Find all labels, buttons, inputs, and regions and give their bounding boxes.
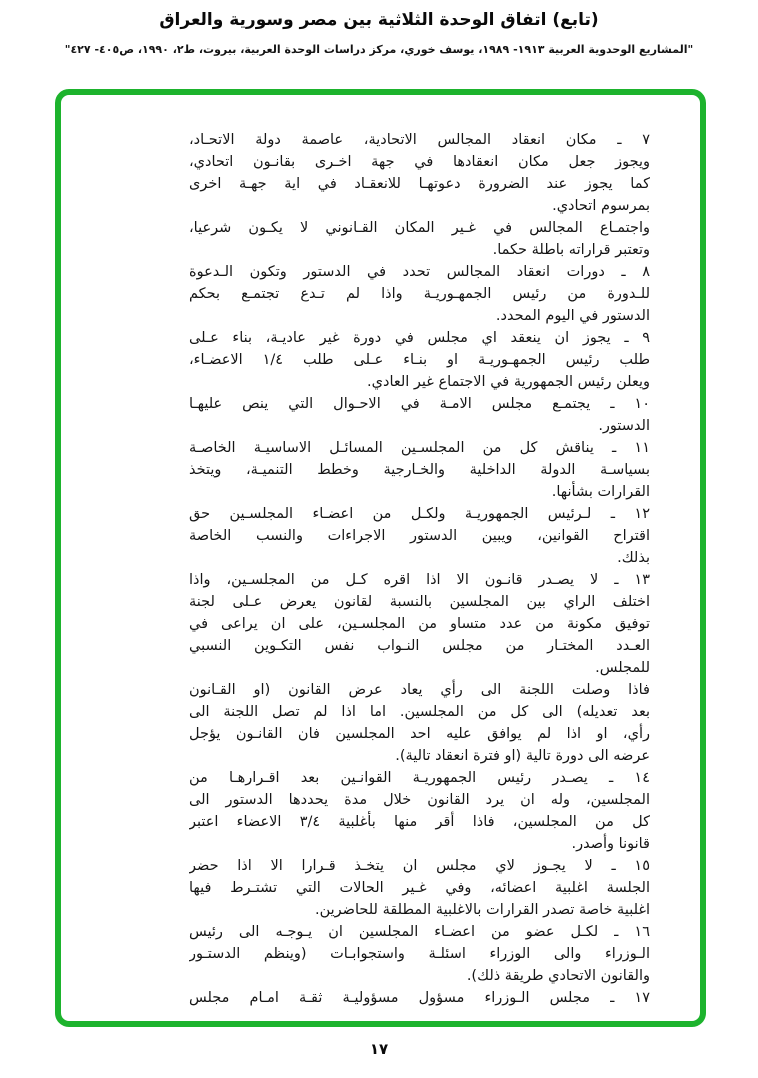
- text-line: اقتراح القوانين، ويبين الدستور الاجراءات والنسب الخاصة: [189, 528, 650, 544]
- text-line: اغلبية خاصة تصدر القرارات بالاغلبية المطلقة للحاضرين.: [314, 902, 650, 918]
- text-line: فاذا وصلت اللجنة الى رأي يعاد عرض القانون (او القـانون: [189, 682, 650, 698]
- text-line: ٩ ـ يجوز ان ينعقد اي مجلس في دورة غير عاديـة، بناء عـلى: [189, 330, 650, 346]
- text-line: بسياسـة الدولة الداخلية والخـارجية وخطط التنميـة، ويتخذ: [189, 462, 650, 478]
- text-line: الجلسة اغلبية اعضائه، وفي غـير الحالات التي تشتـرط فيها: [189, 880, 650, 896]
- text-line: اختلف الراي بين المجلسين بالنسبة لقانون يعرض عـلى لجنة: [189, 594, 650, 610]
- text-line: والقانون الاتحادي طريقة ذلك).: [466, 968, 650, 984]
- source-citation: "المشاريع الوحدوية العربية ١٩١٣- ١٩٨٩، يوسف خوري، مركز دراسات الوحدة العربية، بيروت، ط٢، ١٩٩٠، ص٤٠٥- ٤٢٧": [64, 43, 694, 56]
- text-line: بمرسوم اتحادي.: [552, 198, 650, 214]
- text-line: واجتمـاع المجالس في غـير المكان القـانوني لا يكـون شرعيا،: [189, 220, 650, 236]
- text-line: للـدورة من رئيس الجمهـوريـة واذا لم تـدع تجتمـع بحكم: [189, 286, 650, 302]
- text-line: ١٣ ـ لا يصـدر قانـون الا اذا اقره كـل من المجلسـين، واذا: [189, 572, 650, 588]
- text-line: بذلك.: [617, 550, 650, 566]
- text-line: كما يجوز عند الضرورة دعوتهـا للانعقـاد في اية جهـة اخرى: [189, 176, 650, 192]
- text-line: رأي، او اذا لم يوافق عليه احد المجلسين فان القانـون يؤجل: [189, 726, 650, 742]
- text-line: ويجوز جعل مكان انعقادها في جهة اخـرى بقانـون اتحادي،: [189, 154, 650, 170]
- text-line: توفيق مكونة من عدد متساو من المجلسـين، على ان يراعى في: [189, 616, 650, 632]
- text-line: ٧ ـ مكان انعقاد المجالس الاتحادية، عاصمة دولة الاتحـاد،: [189, 132, 650, 148]
- text-line: ١٢ ـ لـرئيس الجمهوريـة ولكـل من اعضـاء المجلسـين حق: [189, 506, 650, 522]
- text-line: ١٦ ـ لكـل عضو من اعضـاء المجلسين ان يـوجـه الى رئيس: [189, 924, 650, 940]
- text-line: الـوزراء والى الوزراء اسئلـة واستجوابـات (وينظم الدستـور: [189, 946, 650, 962]
- text-line: المجلسين، وله ان يرد القانون خلال مدة يحددها الدستور الى: [189, 792, 650, 808]
- text-line: العـدد المختـار من مجلس النـواب نفس التكـوين النسبي: [189, 638, 650, 654]
- text-line: ١١ ـ يناقش كل من المجلسـين المسائـل الاساسيـة الخاصـة: [189, 440, 650, 456]
- text-line: ١٧ ـ مجلس الـوزراء مسؤول مسؤوليـة ثقـة امـام مجلس: [189, 990, 650, 1006]
- text-line: ١٠ ـ يجتمـع مجلس الامـة في الاحـوال التي ينص عليهـا: [189, 396, 650, 412]
- text-line: ١٥ ـ لا يجـوز لاي مجلس ان يتخـذ قـرارا الا اذا حضر: [189, 858, 650, 874]
- text-line: ٨ ـ دورات انعقاد المجالس تحدد في الدستور وتكون الـدعوة: [189, 264, 650, 280]
- text-line: القرارات بشأنها.: [551, 484, 650, 500]
- text-line: الدستور.: [598, 418, 650, 434]
- page-number: ١٧: [369, 1040, 389, 1058]
- text-line: ١٤ ـ يصـدر رئيس الجمهوريـة القوانـين بعد اقـرارهـا من: [189, 770, 650, 786]
- text-line: للمجلس.: [595, 660, 650, 676]
- text-line: عرضه الى دورة تالية (او فترة انعقاد تالية).: [395, 748, 650, 764]
- content-frame: [55, 89, 706, 1027]
- text-line: طلب رئيس الجمهـوريـة او بنـاء عـلى طلب ١/٤ الاعضـاء،: [189, 352, 650, 368]
- text-line: ويعلن رئيس الجمهورية في الاجتماع غير العادي.: [367, 374, 650, 390]
- text-line: قانونا وأصدر.: [571, 836, 650, 852]
- text-line: بعد تعديله) الى كل من المجلسين. اما اذا لم تصل اللجنة الى: [189, 704, 650, 720]
- text-line: وتعتبر قراراته باطلة حكما.: [492, 242, 650, 258]
- text-line: الدستور في اليوم المحدد.: [495, 308, 650, 324]
- body-text: [189, 129, 650, 1009]
- document-title: (تابع) اتفاق الوحدة الثلاثية بين مصر وسورية والعراق: [159, 10, 599, 30]
- text-line: كل من المجلسين، فاذا أقر منها بأغلبية ٣/٤ الاعضاء اعتبر: [189, 814, 650, 830]
